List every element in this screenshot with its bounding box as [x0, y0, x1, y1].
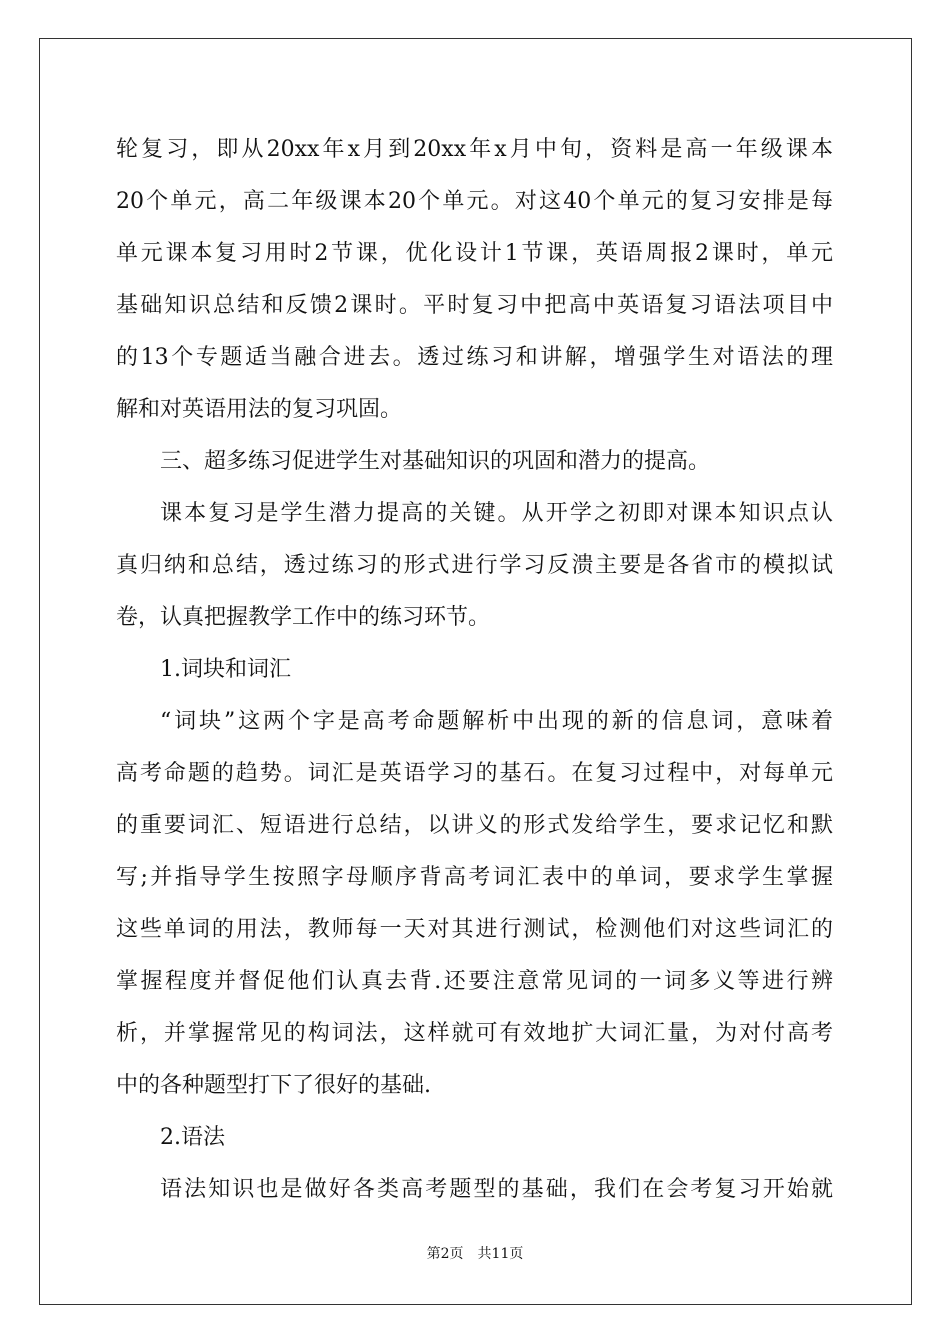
body-line: 的重要词汇、短语进行总结，以讲义的形式发给学生，要求记忆和默	[116, 813, 833, 838]
body-line: 语法知识也是做好各类高考题型的基础，我们在会考复习开始就	[160, 1177, 833, 1202]
document-body	[116, 128, 833, 1220]
body-line: 轮复习，即从20xx年x月到20xx年x月中旬，资料是高一年级课本	[116, 137, 833, 162]
subsection-heading: 1.词块和词汇	[160, 657, 291, 682]
body-line: 课本复习是学生潜力提高的关键。从开学之初即对课本知识点认	[160, 501, 833, 526]
body-line: 单元课本复习用时2节课，优化设计1节课，英语周报2课时，单元	[116, 241, 833, 266]
body-line: 的13个专题适当融合进去。透过练习和讲解，增强学生对语法的理	[116, 345, 833, 370]
body-line: 真归纳和总结，透过练习的形式进行学习反溃主要是各省市的模拟试	[116, 553, 833, 578]
body-line: 20个单元，高二年级课本20个单元。对这40个单元的复习安排是每	[116, 189, 834, 214]
page-footer: 第2页 共11页	[426, 1246, 524, 1262]
subsection-heading: 2.语法	[160, 1125, 225, 1150]
body-line: 卷，认真把握教学工作中的练习环节。	[116, 605, 491, 630]
body-line: 中的各种题型打下了很好的基础.	[116, 1073, 431, 1098]
body-line: 这些单词的用法，教师每一天对其进行测试，检测他们对这些词汇的	[116, 917, 833, 942]
body-line: 析，并掌握常见的构词法，这样就可有效地扩大词汇量，为对付高考	[116, 1021, 833, 1046]
body-line: 高考命题的趋势。词汇是英语学习的基石。在复习过程中，对每单元	[116, 761, 833, 786]
body-line: 解和对英语用法的复习巩固。	[116, 397, 403, 422]
body-line: 写;并指导学生按照字母顺序背高考词汇表中的单词，要求学生掌握	[116, 865, 833, 890]
body-line: 掌握程度并督促他们认真去背.还要注意常见词的一词多义等进行辨	[116, 969, 833, 994]
body-line: 基础知识总结和反馈2课时。平时复习中把高中英语复习语法项目中	[116, 293, 833, 318]
section-heading: 三、超多练习促进学生对基础知识的巩固和潜力的提高。	[160, 449, 711, 474]
body-line: “词块”这两个字是高考命题解析中出现的新的信息词，意味着	[160, 709, 833, 734]
